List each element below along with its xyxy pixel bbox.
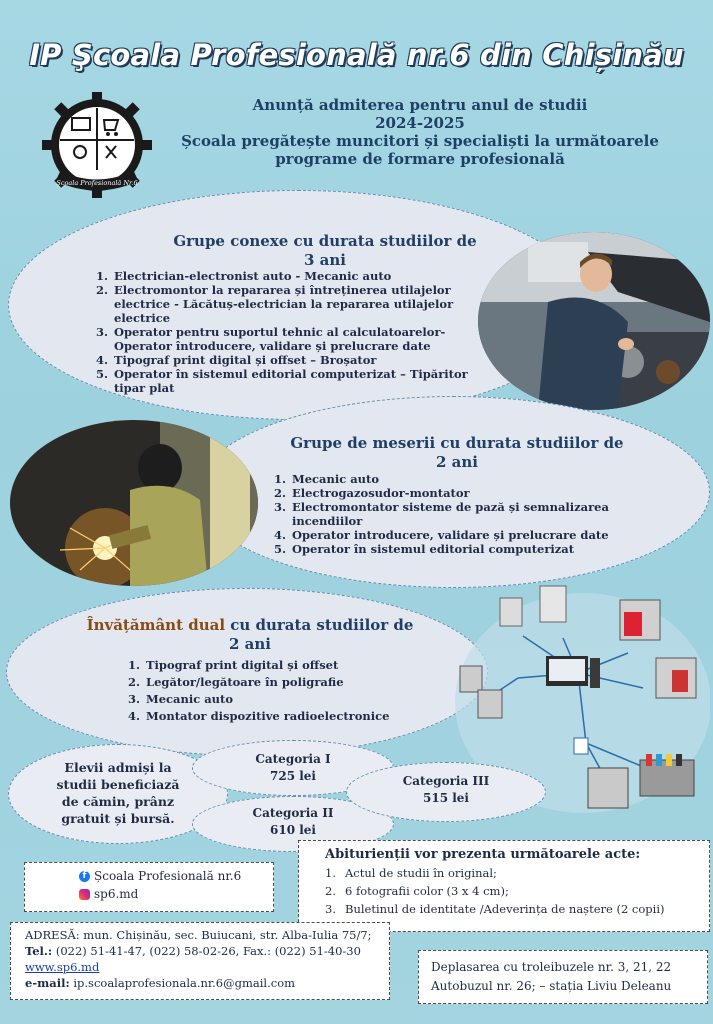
list-item: 3. Operator pentru suportul tehnic al calculatoarelor- Operator întroducere, validare și prelucrare date bbox=[96, 325, 446, 353]
facebook-link[interactable]: f Școala Profesională nr.6 bbox=[79, 869, 273, 884]
list-item: 5. Operator în sistemul editorial computerizat bbox=[274, 542, 575, 556]
list-item: 5. Operator în sistemul editorial computerizat – Tipăritor tipar plat bbox=[96, 367, 468, 395]
header-line-4: programe de formare profesională bbox=[275, 150, 565, 168]
bus-info: Autobuzul nr. 26; – stația Liviu Deleanu bbox=[431, 979, 672, 993]
category-2-bubble: Categoria II 610 lei bbox=[192, 796, 394, 852]
list-item: 1. Actul de studii în original; bbox=[325, 866, 497, 880]
category-2-amount: 610 lei bbox=[270, 823, 316, 837]
facebook-icon: f bbox=[79, 871, 90, 882]
list-item: 1. Mecanic auto bbox=[274, 472, 380, 486]
mechanic-photo bbox=[478, 232, 710, 410]
category-1-bubble: Categoria I 725 lei bbox=[192, 740, 394, 796]
header-line-3: Școala pregătește muncitori și specialiști la următoarele bbox=[181, 132, 659, 150]
list-item: 2. Legător/legătoare în poligrafie bbox=[128, 675, 344, 689]
section-3-years-list bbox=[96, 269, 486, 395]
school-logo bbox=[38, 90, 156, 200]
email-line[interactable]: e-mail: ip.scoalaprofesionala.nr.6@gmail.com bbox=[25, 976, 296, 990]
trolleybus-info: Deplasarea cu troleibuzele nr. 3, 21, 22 bbox=[431, 960, 672, 974]
category-3-bubble: Categoria III 515 lei bbox=[346, 762, 546, 822]
section-3-years-title: Grupe conexe cu durata studiilor de 3 ani bbox=[173, 232, 477, 269]
address: ADRESĂ: mun. Chișinău, sec. Buiucani, str. Alba-Iulia 75/7; bbox=[25, 928, 372, 942]
list-item: 2. Electrogazosudor-montator bbox=[274, 486, 470, 500]
website-link[interactable]: www.sp6.md bbox=[25, 960, 100, 974]
poster-title: IP Şcoala Profesională nr.6 din Chișinău bbox=[29, 38, 684, 72]
contact-box bbox=[10, 922, 390, 1000]
transport-box bbox=[418, 950, 708, 1004]
section-dual-list bbox=[128, 658, 428, 723]
list-item: 1. Tipograf print digital și offset bbox=[128, 658, 339, 672]
instagram-link[interactable]: sp6.md bbox=[79, 887, 273, 902]
header-line-1: Anunță admiterea pentru anul de studii bbox=[252, 96, 588, 114]
section-2-years-title: Grupe de meserii cu durata studiilor de 2 ani bbox=[290, 434, 624, 471]
section-2-years-list bbox=[274, 472, 654, 556]
section-dual-title: Învățământ dual cu durata studiilor de 2 ani bbox=[86, 616, 414, 653]
header-year: 2024-2025 bbox=[375, 114, 465, 132]
category-1-amount: 725 lei bbox=[270, 769, 316, 783]
social-links-box bbox=[24, 862, 274, 912]
documents-title: Abiturienții vor prezenta următoarele acte: bbox=[325, 847, 641, 862]
list-item: 2. Electromontor la repararea și întreținerea utilajelor electrice - Lăcătuș-electrician la repararea utilajelor electrice bbox=[96, 283, 454, 325]
required-documents-box bbox=[298, 840, 710, 932]
list-item: 3. Mecanic auto bbox=[128, 692, 234, 706]
list-item: 2. 6 fotografii color (3 x 4 cm); bbox=[325, 884, 509, 898]
category-3-amount: 515 lei bbox=[423, 791, 469, 805]
list-item: 3. Electromontator sisteme de pază și semnalizarea incendiilor bbox=[274, 500, 609, 528]
instagram-icon bbox=[79, 889, 90, 900]
header bbox=[170, 96, 670, 168]
list-item: 1. Electrician-electronist auto - Mecanic auto bbox=[96, 269, 392, 283]
list-item: 4. Operator introducere, validare și prelucrare date bbox=[274, 528, 609, 542]
list-item: 4. Montator dispozitive radioelectronice bbox=[128, 709, 390, 723]
list-item: 4. Tipograf print digital și offset – Broșator bbox=[96, 353, 377, 367]
welder-photo bbox=[10, 420, 258, 586]
logo-caption: Şcoala Profesională Nr.6 bbox=[56, 179, 138, 187]
benefits-text: Elevii admiși la studii beneficiază de cămin, prânz gratuit și bursă. bbox=[56, 760, 180, 826]
phone-line: Tel.: (022) 51-41-47, (022) 58-02-26, Fax.: (022) 51-40-30 bbox=[25, 944, 361, 958]
dual-label: Învățământ dual bbox=[86, 616, 226, 634]
list-item: 3. Buletinul de identitate /Adeverința de naștere (2 copii) bbox=[325, 902, 665, 916]
